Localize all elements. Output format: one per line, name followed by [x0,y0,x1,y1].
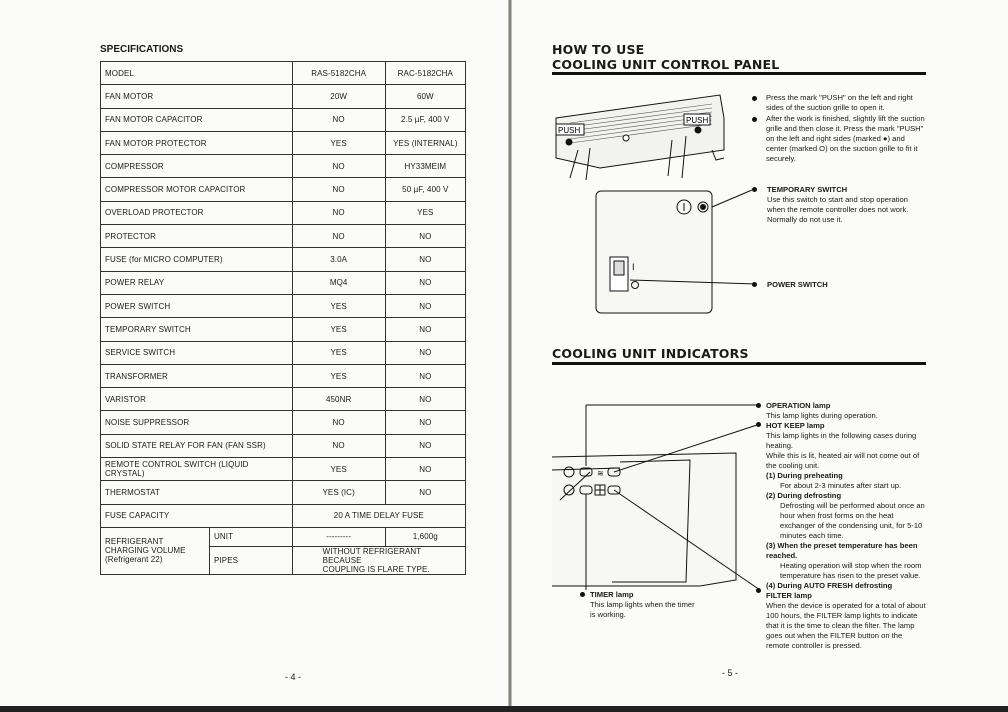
spec-value-model1: NO [292,201,385,224]
push-instruction-1: Press the mark "PUSH" on the left and right sides of the suction grille to open it. [752,93,926,113]
operation-lamp-dot [756,403,761,408]
spec-value-model1: 450NR [292,388,385,411]
svg-text:≋: ≋ [597,469,604,478]
hot-keep-case2-title: (2) During defrosting [766,491,842,500]
filter-lamp-title: FILTER lamp [766,591,812,600]
spec-label: SERVICE SWITCH [101,341,293,364]
spec-value-model1: YES [292,341,385,364]
header-model2: RAC-5182CHA [385,62,465,85]
spec-label: NOISE SUPPRESSOR [101,411,293,434]
timer-lamp-text: This lamp lights when the timer is working. [590,600,695,619]
spec-value-model2: NO [385,458,465,481]
spec-value-model1: YES (IC) [292,481,385,504]
spec-label: TEMPORARY SWITCH [101,318,293,341]
hot-keep-lamp-text1: This lamp lights in the following cases during heating. [766,431,917,450]
hot-keep-case1-title: (1) During preheating [766,471,843,480]
operation-lamp-title: OPERATION lamp [766,401,831,410]
spec-label: THERMOSTAT [101,481,293,504]
pipes-value-line1: WITHOUT REFRIGERANT BECAUSE [322,546,422,565]
spec-label: VARISTOR [101,388,293,411]
hot-keep-case4-title: (4) During AUTO FRESH defrosting [766,581,893,590]
header-label: MODEL [101,62,293,85]
fuse-capacity-value: 20 A TIME DELAY FUSE [292,504,465,527]
spec-value-model2: YES [385,201,465,224]
timer-lamp-title: TIMER lamp [590,590,634,599]
spec-label: REMOTE CONTROL SWITCH (LIQUID CRYSTAL) [101,458,293,481]
temporary-switch-note [767,185,927,225]
spec-value-model2: NO [385,341,465,364]
power-switch-title: POWER SWITCH [767,280,828,289]
spec-value-model1: YES [292,364,385,387]
page-number-left: - 4 - [285,672,302,682]
push-instruction-2: After the work is finished, slightly lift the suction grille and then close it. Press the mark "PUSH" on the left and right sides (marked ●) and center (marked O) on the suction grille to fit it securely. [752,114,926,164]
refrigerant-label-line3: (Refrigerant 22) [105,555,163,565]
heading-control-panel-line2: COOLING UNIT CONTROL PANEL [552,57,780,72]
spec-label: COMPRESSOR MOTOR CAPACITOR [101,178,293,201]
spec-value-model1: NO [292,108,385,131]
spec-value-model2: NO [385,411,465,434]
spec-value-model1: YES [292,294,385,317]
spec-value-model2: NO [385,388,465,411]
spec-value-model1: NO [292,155,385,178]
heading-indicators: COOLING UNIT INDICATORS [552,346,749,361]
unit-front-illustration [556,95,724,180]
spec-value-model2: HY33MEIM [385,155,465,178]
push-instructions [752,93,926,165]
switch-box-illustration [596,190,756,313]
spec-label: TRANSFORMER [101,364,293,387]
indicator-notes [766,401,926,651]
timer-lamp-dot [580,592,585,597]
temporary-switch-title: TEMPORARY SWITCH [767,185,848,194]
timer-lamp-note [590,590,700,620]
hot-keep-case3-text: Heating operation will stop when the room temperature has risen to the preset value. [780,561,922,580]
spec-label: OVERLOAD PROTECTOR [101,201,293,224]
refrigerant-label-line2: CHARGING VOLUME [105,546,186,556]
spec-value-model1: NO [292,178,385,201]
spec-value-model2: 50 µF, 400 V [385,178,465,201]
spec-value-model1: MQ4 [292,271,385,294]
spec-label: POWER RELAY [101,271,293,294]
spec-value-model2: NO [385,434,465,457]
spec-value-model2: NO [385,294,465,317]
spec-label: FUSE (for MICRO COMPUTER) [101,248,293,271]
operation-lamp-text: This lamp lights during operation. [766,411,878,420]
pipes-value-line2: COUPLING IS FLARE TYPE. [322,564,430,574]
fuse-capacity-label: FUSE CAPACITY [101,504,293,527]
spec-value-model1: 20W [292,85,385,108]
spec-label: FAN MOTOR CAPACITOR [101,108,293,131]
spec-value-model2: NO [385,481,465,504]
spec-label: COMPRESSOR [101,155,293,178]
spec-value-model2: YES (INTERNAL) [385,131,465,154]
heading-rule-2 [552,362,926,365]
push-label-left: PUSH [558,126,581,135]
push-label-right: PUSH [686,116,709,125]
power-switch-dot [752,282,757,287]
spec-value-model2: NO [385,225,465,248]
hot-keep-case3-title: (3) When the preset temperature has been reached. [766,541,918,560]
filter-lamp-text: When the device is operated for a total of about 100 hours, the FILTER lamp lights to indicate that it is the time to clean the filter. The lamp goes out when the FILTER button on the remote controller is pressed. [766,601,926,650]
spec-label: FAN MOTOR PROTECTOR [101,131,293,154]
spec-value-model1: YES [292,458,385,481]
specifications-title: SPECIFICATIONS [100,44,184,55]
spec-label: PROTECTOR [101,225,293,248]
spec-value-model2: NO [385,364,465,387]
hot-keep-case1-text: For about 2-3 minutes after start up. [780,481,902,490]
filter-lamp-dot [756,588,761,593]
temporary-switch-dot [752,187,757,192]
page-number-right: - 5 - [722,668,739,678]
spec-value-model1: NO [292,434,385,457]
spec-value-model2: NO [385,271,465,294]
spec-value-model1: 3.0A [292,248,385,271]
spec-label: POWER SWITCH [101,294,293,317]
spec-label: FAN MOTOR [101,85,293,108]
header-model1: RAS-5182CHA [292,62,385,85]
heading-control-panel-line1: HOW TO USE [552,42,645,57]
spec-value-model1: NO [292,225,385,248]
unit-label: UNIT [210,527,293,546]
hot-keep-lamp-title: HOT KEEP lamp [766,421,825,430]
spec-value-model1: YES [292,318,385,341]
spec-value-model2: 2.5 µF, 400 V [385,108,465,131]
temporary-switch-text: Use this switch to start and stop operation when the remote controller does not work. Normally do not use it. [767,195,909,224]
spec-value-model1: NO [292,411,385,434]
refrigerant-label-line1: REFRIGERANT [105,537,164,547]
unit-value1: --------- [292,527,385,546]
hot-keep-lamp-text2: While this is lit, heated air will not come out of the cooling unit. [766,451,920,470]
pipes-label: PIPES [210,546,293,574]
indicators-illustration [552,405,760,590]
spec-label: SOLID STATE RELAY FOR FAN (FAN SSR) [101,434,293,457]
hot-keep-case2-text: Defrosting will be performed about once an hour when frost forms on the heat exchanger of the condensing unit, for 5-10 minutes each time. [780,501,925,540]
spec-value-model2: NO [385,318,465,341]
spec-value-model2: 60W [385,85,465,108]
spec-value-model1: YES [292,131,385,154]
hot-keep-lamp-dot [756,422,761,427]
spec-value-model2: NO [385,248,465,271]
unit-value2: 1,600g [385,527,465,546]
power-switch-on-mark: I [632,262,635,272]
